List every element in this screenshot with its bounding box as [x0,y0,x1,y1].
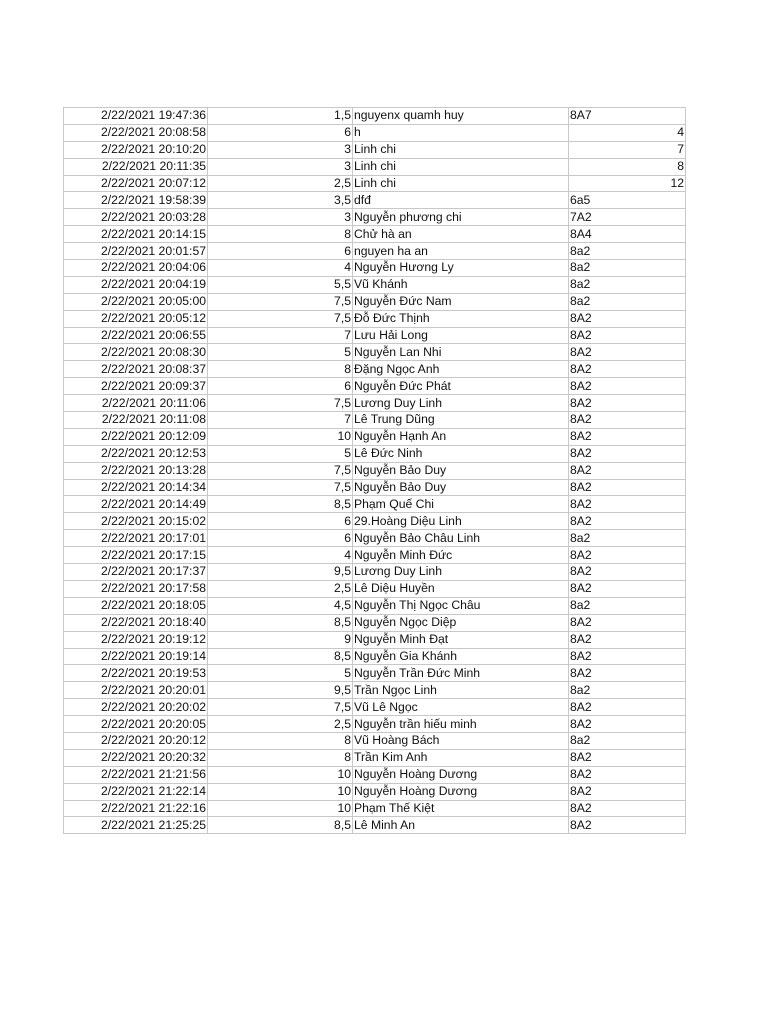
class-cell[interactable]: 8a2 [569,732,686,749]
score-cell[interactable]: 10 [208,783,353,800]
timestamp-cell[interactable]: 2/22/2021 20:04:06 [64,260,208,277]
score-cell[interactable]: 2,5 [208,716,353,733]
table-row [64,716,686,733]
class-cell[interactable]: 8A2 [569,496,686,513]
class-cell[interactable]: 8a2 [569,293,686,310]
table-row [64,141,686,158]
timestamp-cell[interactable]: 2/22/2021 20:20:12 [64,732,208,749]
name-cell[interactable]: Đặng Ngọc Anh [353,361,569,378]
timestamp-cell[interactable]: 2/22/2021 20:15:02 [64,513,208,530]
table-row [64,496,686,513]
score-cell[interactable]: 3 [208,158,353,175]
table-row [64,395,686,412]
timestamp-cell[interactable]: 2/22/2021 20:12:09 [64,428,208,445]
class-cell[interactable]: 8A2 [569,395,686,412]
table-row [64,243,686,260]
class-cell[interactable]: 8a2 [569,243,686,260]
name-cell[interactable]: Nguyễn Minh Đức [353,547,569,564]
name-cell[interactable]: nguyen ha an [353,243,569,260]
name-cell[interactable]: Đỗ Đức Thịnh [353,310,569,327]
table-row [64,479,686,496]
name-cell[interactable]: Lê Đức Ninh [353,445,569,462]
table-row [64,732,686,749]
timestamp-cell[interactable]: 2/22/2021 20:03:28 [64,209,208,226]
table-row [64,344,686,361]
timestamp-cell[interactable]: 2/22/2021 20:05:00 [64,293,208,310]
timestamp-cell[interactable]: 2/22/2021 20:01:57 [64,243,208,260]
score-cell[interactable]: 6 [208,530,353,547]
table-row [64,378,686,395]
class-cell[interactable]: 8A2 [569,479,686,496]
score-cell[interactable]: 7,5 [208,310,353,327]
score-cell[interactable]: 7 [208,412,353,429]
timestamp-cell[interactable]: 2/22/2021 20:20:02 [64,699,208,716]
score-cell[interactable]: 7,5 [208,293,353,310]
timestamp-cell[interactable]: 2/22/2021 20:14:34 [64,479,208,496]
name-cell[interactable]: Nguyễn Đức Phát [353,378,569,395]
name-cell[interactable]: h [353,124,569,141]
table-row [64,158,686,175]
name-cell[interactable]: Vũ Hoàng Bách [353,732,569,749]
timestamp-cell[interactable]: 2/22/2021 21:22:14 [64,783,208,800]
name-cell[interactable]: Phạm Thế Kiệt [353,800,569,817]
score-cell[interactable]: 6 [208,513,353,530]
table-row [64,226,686,243]
score-cell[interactable]: 9,5 [208,682,353,699]
name-cell[interactable]: Lê Trung Dũng [353,412,569,429]
score-cell[interactable]: 2,5 [208,580,353,597]
class-cell[interactable]: 8A2 [569,378,686,395]
table-row [64,800,686,817]
class-cell[interactable]: 8A2 [569,749,686,766]
class-cell[interactable]: 8A7 [569,108,686,125]
table-row [64,293,686,310]
name-cell[interactable]: Lương Duy Linh [353,564,569,581]
score-cell[interactable]: 10 [208,428,353,445]
timestamp-cell[interactable]: 2/22/2021 20:09:37 [64,378,208,395]
name-cell[interactable]: nguyenx quamh huy [353,108,569,125]
score-cell[interactable]: 8 [208,749,353,766]
score-cell[interactable]: 9 [208,631,353,648]
name-cell[interactable]: Nguyễn Lan Nhi [353,344,569,361]
score-cell[interactable]: 7,5 [208,395,353,412]
score-cell[interactable]: 7,5 [208,479,353,496]
score-cell[interactable]: 8,5 [208,496,353,513]
score-cell[interactable]: 7,5 [208,699,353,716]
score-cell[interactable]: 8,5 [208,817,353,834]
name-cell[interactable]: Nguyễn Hạnh An [353,428,569,445]
timestamp-cell[interactable]: 2/22/2021 20:04:19 [64,276,208,293]
timestamp-cell[interactable]: 2/22/2021 20:05:12 [64,310,208,327]
timestamp-cell[interactable]: 2/22/2021 20:10:20 [64,141,208,158]
name-cell[interactable]: Nguyễn Gia Khánh [353,648,569,665]
timestamp-cell[interactable]: 2/22/2021 20:19:14 [64,648,208,665]
score-cell[interactable]: 3 [208,141,353,158]
table-row [64,175,686,192]
class-cell[interactable]: 8 [569,158,686,175]
score-cell[interactable]: 5 [208,445,353,462]
class-cell[interactable]: 8A2 [569,766,686,783]
timestamp-cell[interactable]: 2/22/2021 19:58:39 [64,192,208,209]
score-cell[interactable]: 8,5 [208,614,353,631]
table-row [64,108,686,125]
name-cell[interactable]: Phạm Quế Chi [353,496,569,513]
score-cell[interactable]: 5 [208,665,353,682]
score-cell[interactable]: 10 [208,766,353,783]
class-cell[interactable]: 8A2 [569,361,686,378]
class-cell[interactable]: 8A2 [569,800,686,817]
timestamp-cell[interactable]: 2/22/2021 20:17:15 [64,547,208,564]
table-row [64,124,686,141]
table-row [64,783,686,800]
table-row [64,412,686,429]
timestamp-cell[interactable]: 2/22/2021 20:20:01 [64,682,208,699]
class-cell[interactable]: 8A2 [569,327,686,344]
timestamp-cell[interactable]: 2/22/2021 20:18:05 [64,597,208,614]
class-cell[interactable]: 8a2 [569,597,686,614]
score-cell[interactable]: 2,5 [208,175,353,192]
name-cell[interactable]: Lưu Hải Long [353,327,569,344]
timestamp-cell[interactable]: 2/22/2021 20:19:12 [64,631,208,648]
name-cell[interactable]: dfđ [353,192,569,209]
name-cell[interactable]: Linh chi [353,158,569,175]
class-cell[interactable]: 8A2 [569,344,686,361]
score-cell[interactable]: 1,5 [208,108,353,125]
name-cell[interactable]: Nguyễn Hương Ly [353,260,569,277]
name-cell[interactable]: Nguyễn Hoàng Dương [353,766,569,783]
class-cell[interactable]: 7 [569,141,686,158]
class-cell[interactable]: 8A2 [569,699,686,716]
score-cell[interactable]: 7,5 [208,462,353,479]
score-cell[interactable]: 4 [208,547,353,564]
timestamp-cell[interactable]: 2/22/2021 21:21:56 [64,766,208,783]
name-cell[interactable]: Nguyễn Bảo Duy [353,462,569,479]
timestamp-cell[interactable]: 2/22/2021 20:19:53 [64,665,208,682]
score-cell[interactable]: 7 [208,327,353,344]
name-cell[interactable]: Nguyễn Bảo Duy [353,479,569,496]
timestamp-cell[interactable]: 2/22/2021 20:17:37 [64,564,208,581]
score-cell[interactable]: 3,5 [208,192,353,209]
timestamp-cell[interactable]: 2/22/2021 19:47:36 [64,108,208,125]
class-cell[interactable]: 8A2 [569,412,686,429]
class-cell[interactable]: 8A2 [569,783,686,800]
class-cell[interactable]: 8A2 [569,547,686,564]
class-cell[interactable]: 8A2 [569,648,686,665]
score-cell[interactable]: 6 [208,124,353,141]
timestamp-cell[interactable]: 2/22/2021 20:08:30 [64,344,208,361]
table-row [64,817,686,834]
name-cell[interactable]: Chử hà an [353,226,569,243]
table-row [64,530,686,547]
class-cell[interactable]: 8A4 [569,226,686,243]
name-cell[interactable]: Nguyễn Đức Nam [353,293,569,310]
timestamp-cell[interactable]: 2/22/2021 20:11:08 [64,412,208,429]
class-cell[interactable]: 8a2 [569,260,686,277]
table-row [64,580,686,597]
table-row [64,260,686,277]
table-row [64,462,686,479]
timestamp-cell[interactable]: 2/22/2021 20:18:40 [64,614,208,631]
class-cell[interactable]: 8A2 [569,580,686,597]
timestamp-cell[interactable]: 2/22/2021 20:08:58 [64,124,208,141]
name-cell[interactable]: 29.Hoàng Diệu Linh [353,513,569,530]
score-cell[interactable]: 8 [208,226,353,243]
class-cell[interactable]: 8A2 [569,445,686,462]
table-row [64,276,686,293]
table-row [64,513,686,530]
score-cell[interactable]: 5,5 [208,276,353,293]
score-cell[interactable]: 8 [208,732,353,749]
name-cell[interactable]: Lê Diệu Huyền [353,580,569,597]
table-row [64,547,686,564]
name-cell[interactable]: Vũ Lê Ngọc [353,699,569,716]
name-cell[interactable]: Nguyễn Ngọc Diệp [353,614,569,631]
score-cell[interactable]: 3 [208,209,353,226]
name-cell[interactable]: Linh chi [353,141,569,158]
name-cell[interactable]: Nguyễn Minh Đạt [353,631,569,648]
class-cell[interactable]: 7A2 [569,209,686,226]
table-body [64,108,686,834]
class-cell[interactable]: 12 [569,175,686,192]
timestamp-cell[interactable]: 2/22/2021 20:17:58 [64,580,208,597]
table-row [64,327,686,344]
class-cell[interactable]: 8A2 [569,462,686,479]
table-row [64,209,686,226]
score-cell[interactable]: 10 [208,800,353,817]
table-row [64,699,686,716]
class-cell[interactable]: 4 [569,124,686,141]
score-cell[interactable]: 9,5 [208,564,353,581]
class-cell[interactable]: 8A2 [569,716,686,733]
class-cell[interactable]: 8A2 [569,631,686,648]
name-cell[interactable]: Nguyễn phương chi [353,209,569,226]
table-row [64,682,686,699]
class-cell[interactable]: 8A2 [569,614,686,631]
timestamp-cell[interactable]: 2/22/2021 20:12:53 [64,445,208,462]
class-cell[interactable]: 8A2 [569,564,686,581]
table-row [64,445,686,462]
table-row [64,614,686,631]
class-cell[interactable]: 8A2 [569,817,686,834]
table-row [64,648,686,665]
name-cell[interactable]: Nguyễn Trần Đức Minh [353,665,569,682]
table-row [64,597,686,614]
timestamp-cell[interactable]: 2/22/2021 20:06:55 [64,327,208,344]
table-row [64,665,686,682]
timestamp-cell[interactable]: 2/22/2021 20:20:05 [64,716,208,733]
table-row [64,766,686,783]
class-cell[interactable]: 8a2 [569,276,686,293]
timestamp-cell[interactable]: 2/22/2021 21:25:25 [64,817,208,834]
timestamp-cell[interactable]: 2/22/2021 20:14:49 [64,496,208,513]
name-cell[interactable]: Lê Minh An [353,817,569,834]
class-cell[interactable]: 8A2 [569,665,686,682]
timestamp-cell[interactable]: 2/22/2021 20:13:28 [64,462,208,479]
class-cell[interactable]: 8a2 [569,530,686,547]
timestamp-cell[interactable]: 2/22/2021 20:20:32 [64,749,208,766]
timestamp-cell[interactable]: 2/22/2021 20:11:06 [64,395,208,412]
spreadsheet-table [63,107,686,834]
table-row [64,631,686,648]
timestamp-cell[interactable]: 2/22/2021 21:22:16 [64,800,208,817]
name-cell[interactable]: Nguyễn Hoàng Dương [353,783,569,800]
name-cell[interactable]: Nguyễn Bảo Châu Linh [353,530,569,547]
table-row [64,564,686,581]
class-cell[interactable]: 6a5 [569,192,686,209]
class-cell[interactable]: 8A2 [569,513,686,530]
table-row [64,749,686,766]
name-cell[interactable]: Linh chi [353,175,569,192]
name-cell[interactable]: Lương Duy Linh [353,395,569,412]
score-cell[interactable]: 6 [208,243,353,260]
name-cell[interactable]: Trần Kim Anh [353,749,569,766]
class-cell[interactable]: 8A2 [569,310,686,327]
table-row [64,310,686,327]
table-row [64,192,686,209]
name-cell[interactable]: Trần Ngọc Linh [353,682,569,699]
table-row [64,361,686,378]
timestamp-cell[interactable]: 2/22/2021 20:14:15 [64,226,208,243]
class-cell[interactable]: 8A2 [569,428,686,445]
table-row [64,428,686,445]
score-cell[interactable]: 4 [208,260,353,277]
name-cell[interactable]: Vũ Khánh [353,276,569,293]
name-cell[interactable]: Nguyễn trần hiếu minh [353,716,569,733]
name-cell[interactable]: Nguyễn Thị Ngọc Châu [353,597,569,614]
score-cell[interactable]: 8,5 [208,648,353,665]
score-cell[interactable]: 8 [208,361,353,378]
score-cell[interactable]: 5 [208,344,353,361]
class-cell[interactable]: 8a2 [569,682,686,699]
score-cell[interactable]: 6 [208,378,353,395]
score-cell[interactable]: 4,5 [208,597,353,614]
timestamp-cell[interactable]: 2/22/2021 20:08:37 [64,361,208,378]
timestamp-cell[interactable]: 2/22/2021 20:17:01 [64,530,208,547]
timestamp-cell[interactable]: 2/22/2021 20:11:35 [64,158,208,175]
timestamp-cell[interactable]: 2/22/2021 20:07:12 [64,175,208,192]
